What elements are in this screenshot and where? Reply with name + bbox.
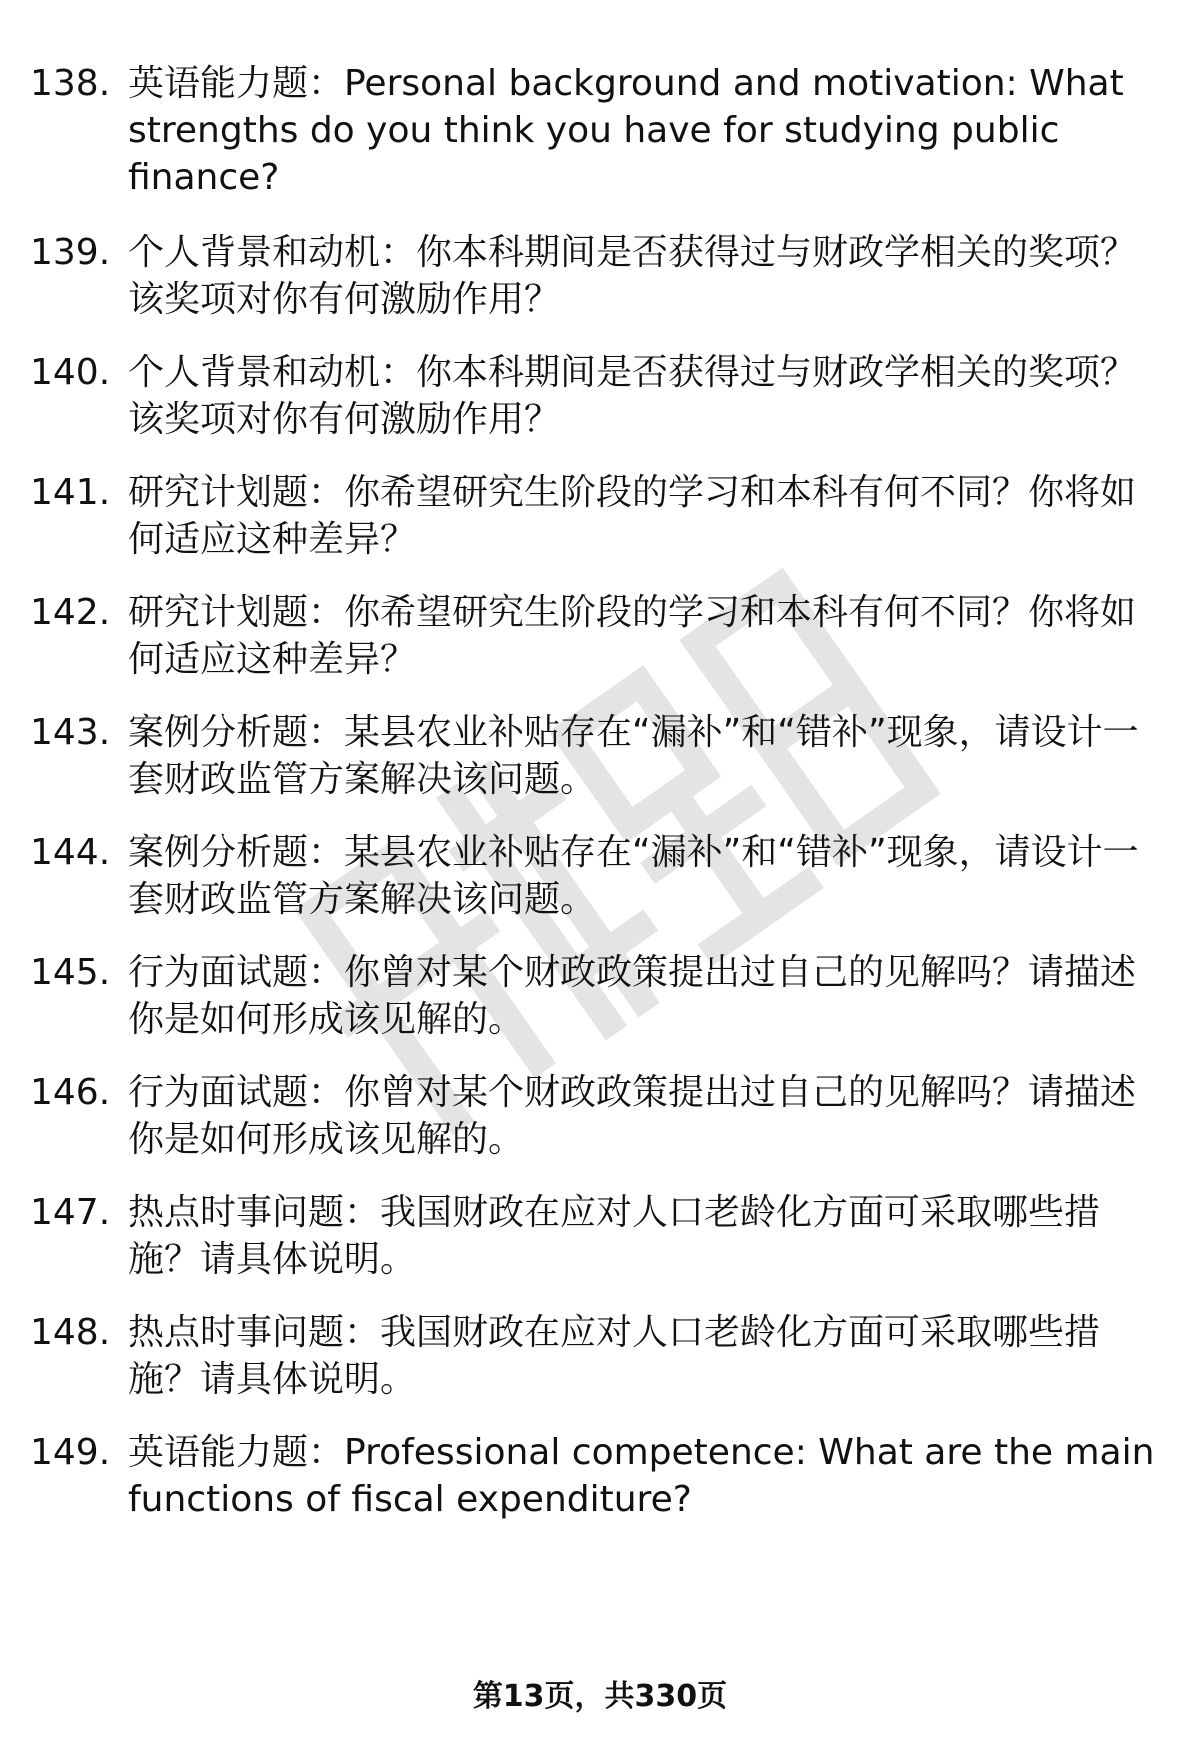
- question-text: 案例分析题：某县农业补贴存在“漏补”和“错补”现象，请设计一套财政监管方案解决该问题。: [128, 832, 1139, 920]
- question-item-147: [30, 1189, 1170, 1283]
- question-number: 147.: [30, 1192, 111, 1233]
- question-item-149: [30, 1429, 1170, 1523]
- question-item-146: [30, 1069, 1170, 1163]
- question-number: 138.: [30, 63, 111, 104]
- question-number: 146.: [30, 1072, 111, 1113]
- question-text: 英语能力题：Personal background and motivation: What strengths do you think you have for studying public finance?: [128, 63, 1124, 198]
- question-item-140: [30, 349, 1170, 443]
- question-text: 英语能力题：Professional competence: What are the main functions of fiscal expenditure?: [128, 1432, 1155, 1520]
- question-text: 行为面试题：你曾对某个财政政策提出过自己的见解吗？请描述你是如何形成该见解的。: [128, 952, 1137, 1040]
- question-text: 个人背景和动机：你本科期间是否获得过与财政学相关的奖项？该奖项对你有何激励作用？: [128, 232, 1137, 320]
- page-footer: 第13页，共330页: [472, 1679, 728, 1714]
- question-number: 140.: [30, 352, 111, 393]
- question-number: 143.: [30, 712, 111, 753]
- question-text: 行为面试题：你曾对某个财政政策提出过自己的见解吗？请描述你是如何形成该见解的。: [128, 1072, 1137, 1160]
- question-text: 案例分析题：某县农业补贴存在“漏补”和“错补”现象，请设计一套财政监管方案解决该问题。: [128, 712, 1139, 800]
- question-item-138: [30, 60, 1170, 201]
- question-number: 149.: [30, 1432, 111, 1473]
- question-item-143: [30, 709, 1170, 803]
- question-item-148: [30, 1309, 1170, 1403]
- question-number: 144.: [30, 832, 111, 873]
- question-number: 139.: [30, 232, 111, 273]
- question-text: 热点时事问题：我国财政在应对人口老龄化方面可采取哪些措施？请具体说明。: [128, 1312, 1101, 1400]
- question-item-141: [30, 469, 1170, 563]
- question-text: 个人背景和动机：你本科期间是否获得过与财政学相关的奖项？该奖项对你有何激励作用？: [128, 352, 1137, 440]
- question-number: 142.: [30, 592, 111, 633]
- question-item-142: [30, 589, 1170, 683]
- question-item-145: [30, 949, 1170, 1043]
- question-number: 148.: [30, 1312, 111, 1353]
- question-item-144: [30, 829, 1170, 923]
- question-number: 141.: [30, 472, 111, 513]
- question-item-139: [30, 229, 1170, 323]
- question-text: 热点时事问题：我国财政在应对人口老龄化方面可采取哪些措施？请具体说明。: [128, 1192, 1101, 1280]
- question-text: 研究计划题：你希望研究生阶段的学习和本科有何不同？你将如何适应这种差异？: [128, 592, 1137, 680]
- question-list: [30, 60, 1170, 1523]
- question-text: 研究计划题：你希望研究生阶段的学习和本科有何不同？你将如何适应这种差异？: [128, 472, 1137, 560]
- question-number: 145.: [30, 952, 111, 993]
